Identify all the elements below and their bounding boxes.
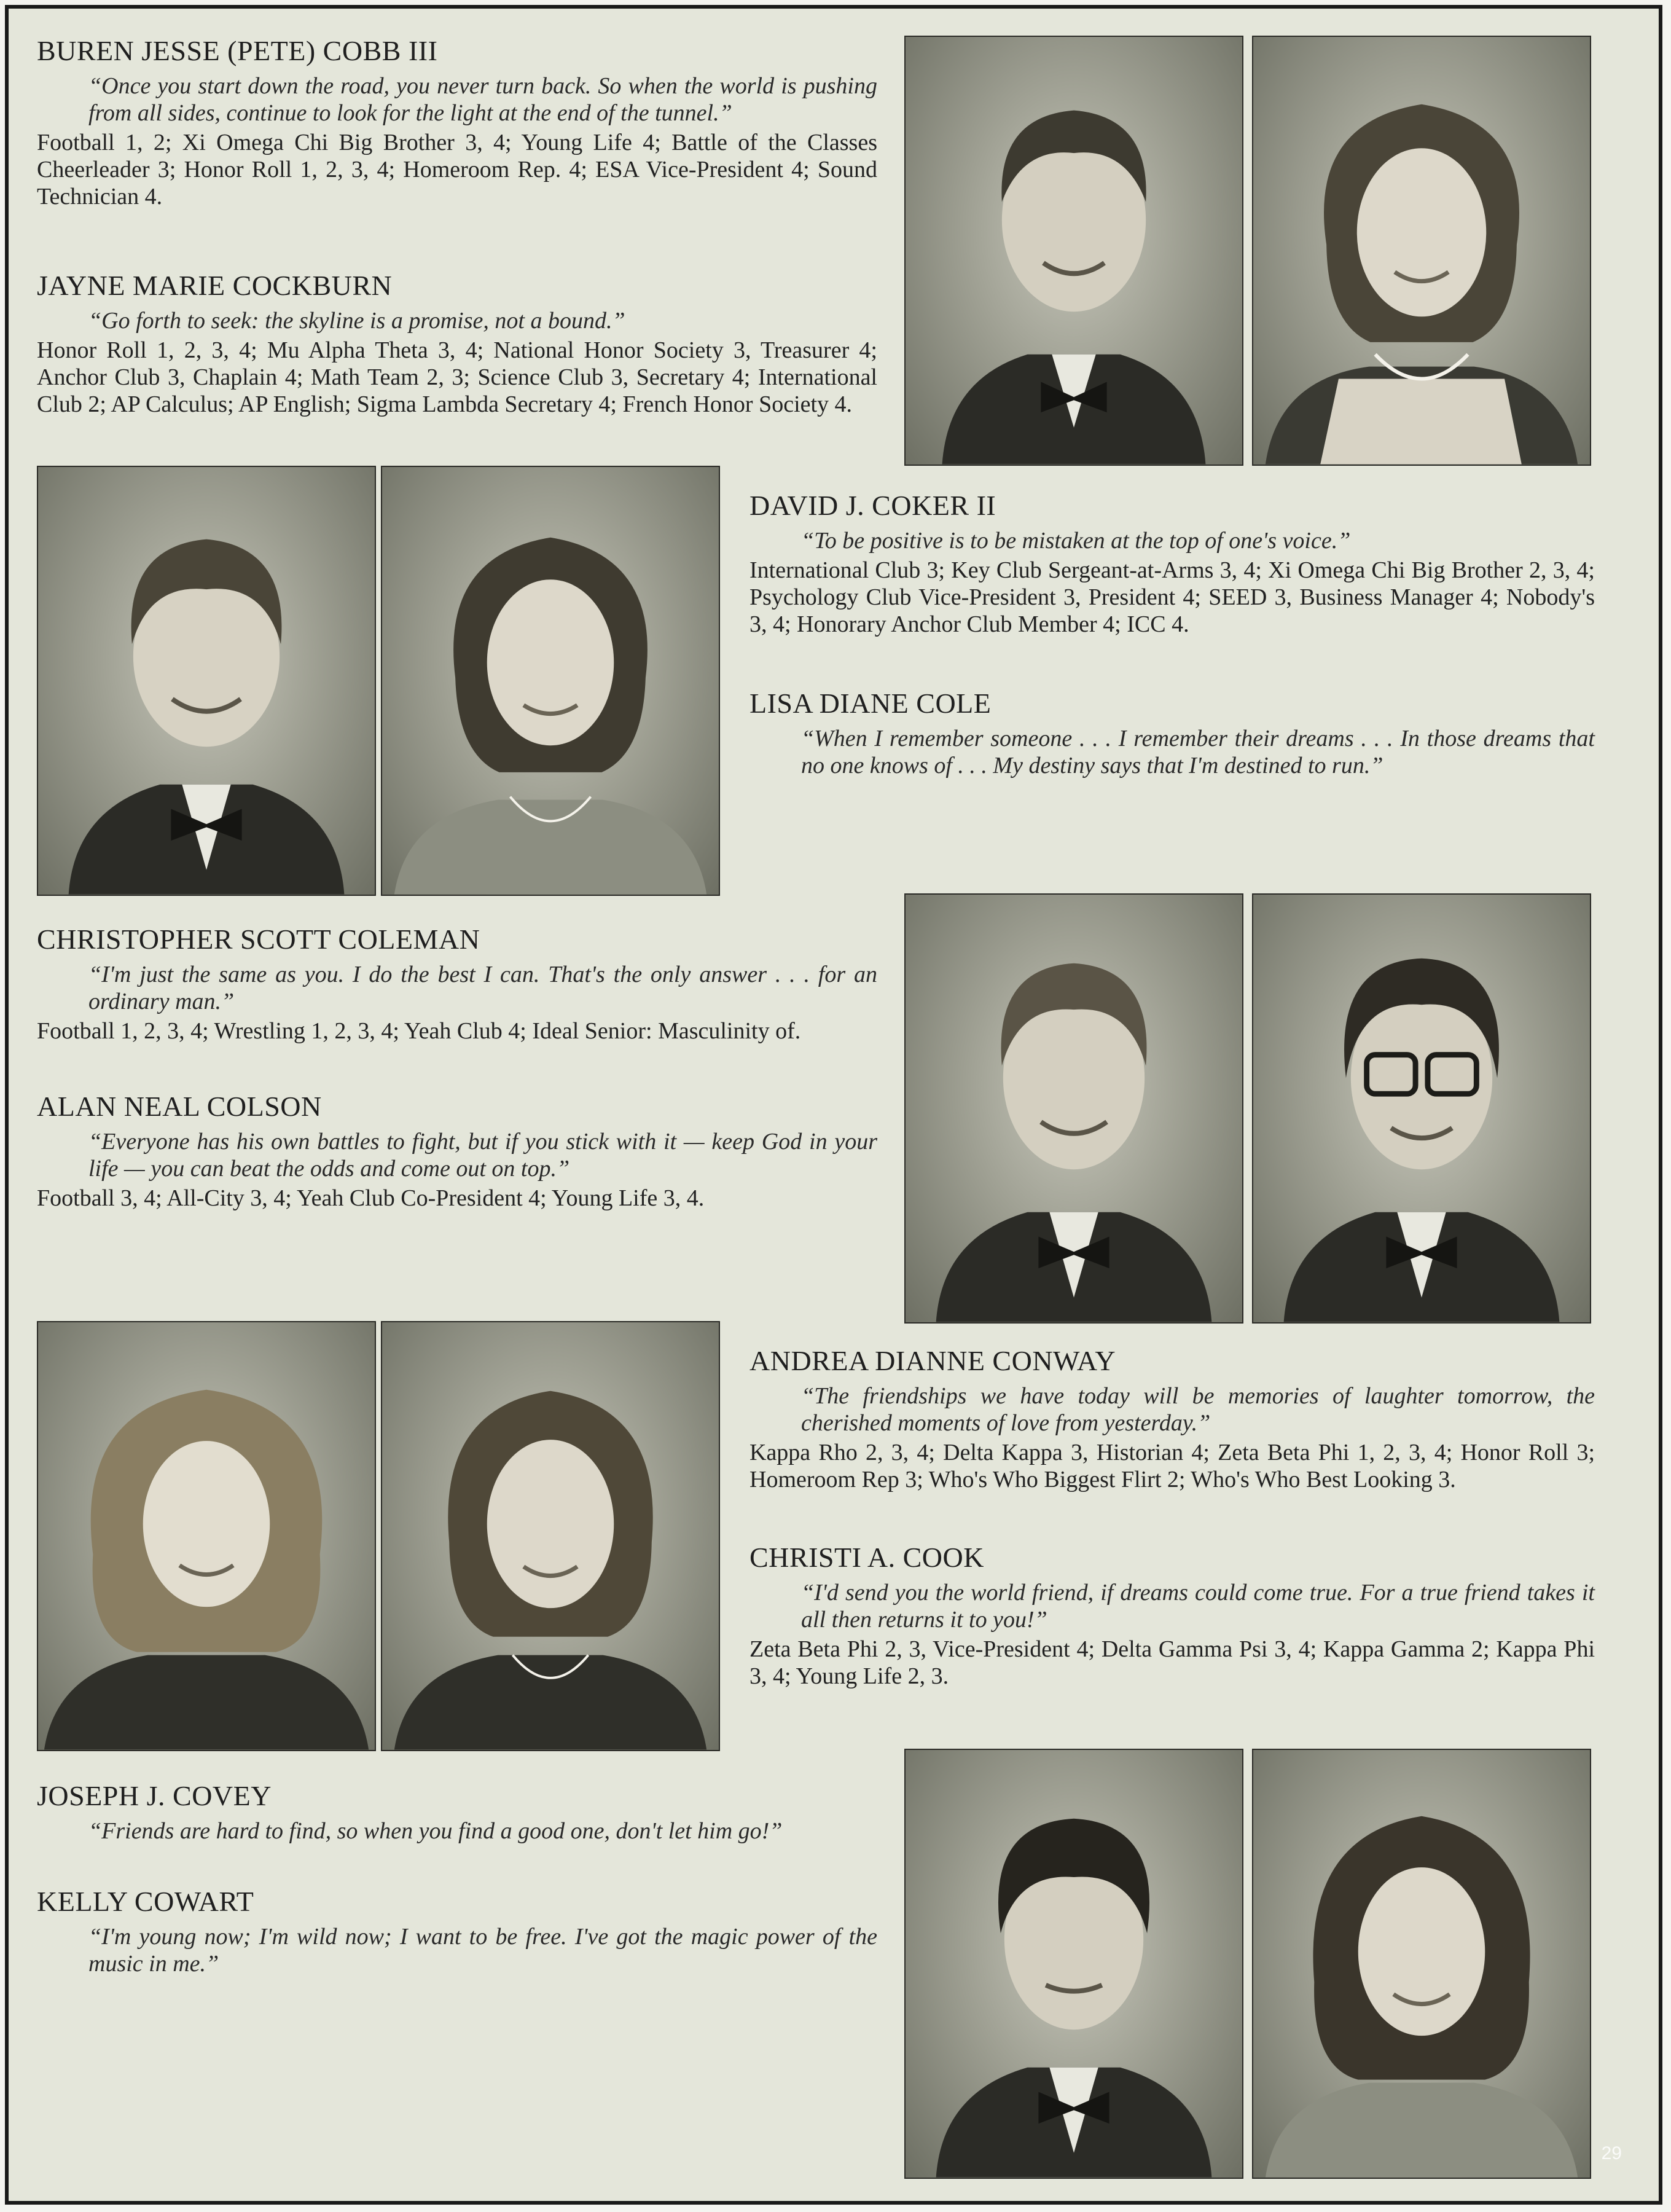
- student-activities: Kappa Rho 2, 3, 4; Delta Kappa 3, Historian 4; Zeta Beta Phi 1, 2, 3, 4; Honor Roll 3; Homeroom Rep 3; Who's Who Biggest Flirt 2; Who's Who Best Looking 3.: [749, 1440, 1595, 1492]
- portrait-photo-conway: [37, 1321, 376, 1751]
- student-activities: Football 1, 2, 3, 4; Wrestling 1, 2, 3, 4; Yeah Club 4; Ideal Senior: Masculinity of.: [37, 1018, 801, 1044]
- student-name: CHRISTOPHER SCOTT COLEMAN: [37, 924, 480, 955]
- male-portrait-graphic: [906, 895, 1242, 1322]
- student-entry-colson: [37, 1090, 877, 1212]
- student-quote: “Once you start down the road, you never turn back. So when the world is pushing from all sides, continue to look for the light at the end of the tunnel.”: [88, 73, 877, 126]
- student-entry-cobb: [37, 34, 877, 210]
- student-activities: Honor Roll 1, 2, 3, 4; Mu Alpha Theta 3, 4; National Honor Society 3, Treasurer 4; Anchor Club 3, Chaplain 4; Math Team 2, 3; Science Club 3, Secretary 4; International Club 2; AP Calculus; AP English; Sigma Lambda Secretary 4; French Honor Society 4.: [37, 337, 877, 417]
- student-quote: “I'm young now; I'm wild now; I want to be free. I've got the magic power of the music in me.”: [88, 1924, 877, 1977]
- portrait-photo-cockburn: [1252, 36, 1591, 466]
- student-entry-conway: [749, 1344, 1595, 1493]
- portrait-photo-coleman: [904, 893, 1243, 1324]
- portrait-photo-covey: [904, 1749, 1243, 2179]
- male-portrait-graphic: [906, 37, 1242, 465]
- student-activities: Zeta Beta Phi 2, 3, Vice-President 4; Delta Gamma Psi 3, 4; Kappa Gamma 2; Kappa Phi 3, 4; Young Life 2, 3.: [749, 1636, 1595, 1689]
- student-entry-cowart: [37, 1885, 877, 1980]
- student-quote: “To be positive is to be mistaken at the top of one's voice.”: [801, 528, 1351, 554]
- student-name: DAVID J. COKER II: [749, 490, 996, 521]
- student-name: LISA DIANE COLE: [749, 688, 992, 719]
- student-entry-covey: [37, 1779, 877, 1847]
- yearbook-page: [9, 9, 1659, 2201]
- female-portrait-graphic: [1253, 1750, 1590, 2178]
- student-quote: “Everyone has his own battles to fight, but if you stick with it — keep God in your life — you can beat the odds and come out on top.”: [88, 1129, 877, 1182]
- portrait-photo-cobb: [904, 36, 1243, 466]
- student-quote: “Go forth to seek: the skyline is a promise, not a bound.”: [88, 308, 625, 334]
- student-quote: “When I remember someone . . . I remember their dreams . . . In those dreams that no one knows of . . . My destiny says that I'm destined to run.”: [801, 726, 1595, 779]
- female-portrait-graphic: [1253, 37, 1590, 465]
- student-quote: “Friends are hard to find, so when you find a good one, don't let him go!”: [88, 1818, 783, 1844]
- portrait-photo-cowart: [1252, 1749, 1591, 2179]
- male-portrait-graphic: [38, 467, 375, 895]
- portrait-photo-coker: [37, 466, 376, 896]
- portrait-photo-colson: [1252, 893, 1591, 1324]
- female-portrait-graphic: [38, 1322, 375, 1750]
- student-entry-cole: [749, 687, 1595, 782]
- student-activities: International Club 3; Key Club Sergeant-at-Arms 3, 4; Xi Omega Chi Big Brother 2, 3, 4; Psychology Club Vice-President 3, President 4; SEED 3, Business Manager 4; Nobody's 3, 4; Honorary Anchor Club Member 4; ICC 4.: [749, 557, 1595, 637]
- student-name: BUREN JESSE (PETE) COBB III: [37, 35, 438, 66]
- student-name: CHRISTI A. COOK: [749, 1542, 984, 1573]
- student-entry-coleman: [37, 923, 877, 1045]
- student-name: ALAN NEAL COLSON: [37, 1091, 322, 1122]
- student-name: JAYNE MARIE COCKBURN: [37, 270, 393, 301]
- portrait-photo-cook: [381, 1321, 720, 1751]
- student-activities: Football 1, 2; Xi Omega Chi Big Brother 3, 4; Young Life 4; Battle of the Classes Cheerleader 3; Honor Roll 1, 2, 3, 4; Homeroom Rep. 4; ESA Vice-President 4; Sound Technician 4.: [37, 130, 877, 210]
- female-portrait-graphic: [382, 467, 719, 895]
- student-entry-cockburn: [37, 269, 877, 418]
- student-name: KELLY COWART: [37, 1886, 254, 1917]
- student-activities: Football 3, 4; All-City 3, 4; Yeah Club Co-President 4; Young Life 3, 4.: [37, 1185, 705, 1211]
- portrait-photo-cole: [381, 466, 720, 896]
- male-portrait-glasses-graphic: [1253, 895, 1590, 1322]
- student-quote: “The friendships we have today will be memories of laughter tomorrow, the cherished moments of love from yesterday.”: [801, 1383, 1595, 1436]
- male-portrait-graphic: [906, 1750, 1242, 2178]
- student-entry-coker: [749, 489, 1595, 638]
- student-quote: “I'm just the same as you. I do the best I can. That's the only answer . . . for an ordinary man.”: [88, 962, 877, 1014]
- student-name: JOSEPH J. COVEY: [37, 1780, 272, 1811]
- student-entry-cook: [749, 1541, 1595, 1690]
- student-quote: “I'd send you the world friend, if dreams could come true. For a true friend takes it all then returns it to you!”: [801, 1580, 1595, 1633]
- female-portrait-graphic: [382, 1322, 719, 1750]
- student-name: ANDREA DIANNE CONWAY: [749, 1345, 1116, 1376]
- page-number: 29: [1601, 2143, 1622, 2163]
